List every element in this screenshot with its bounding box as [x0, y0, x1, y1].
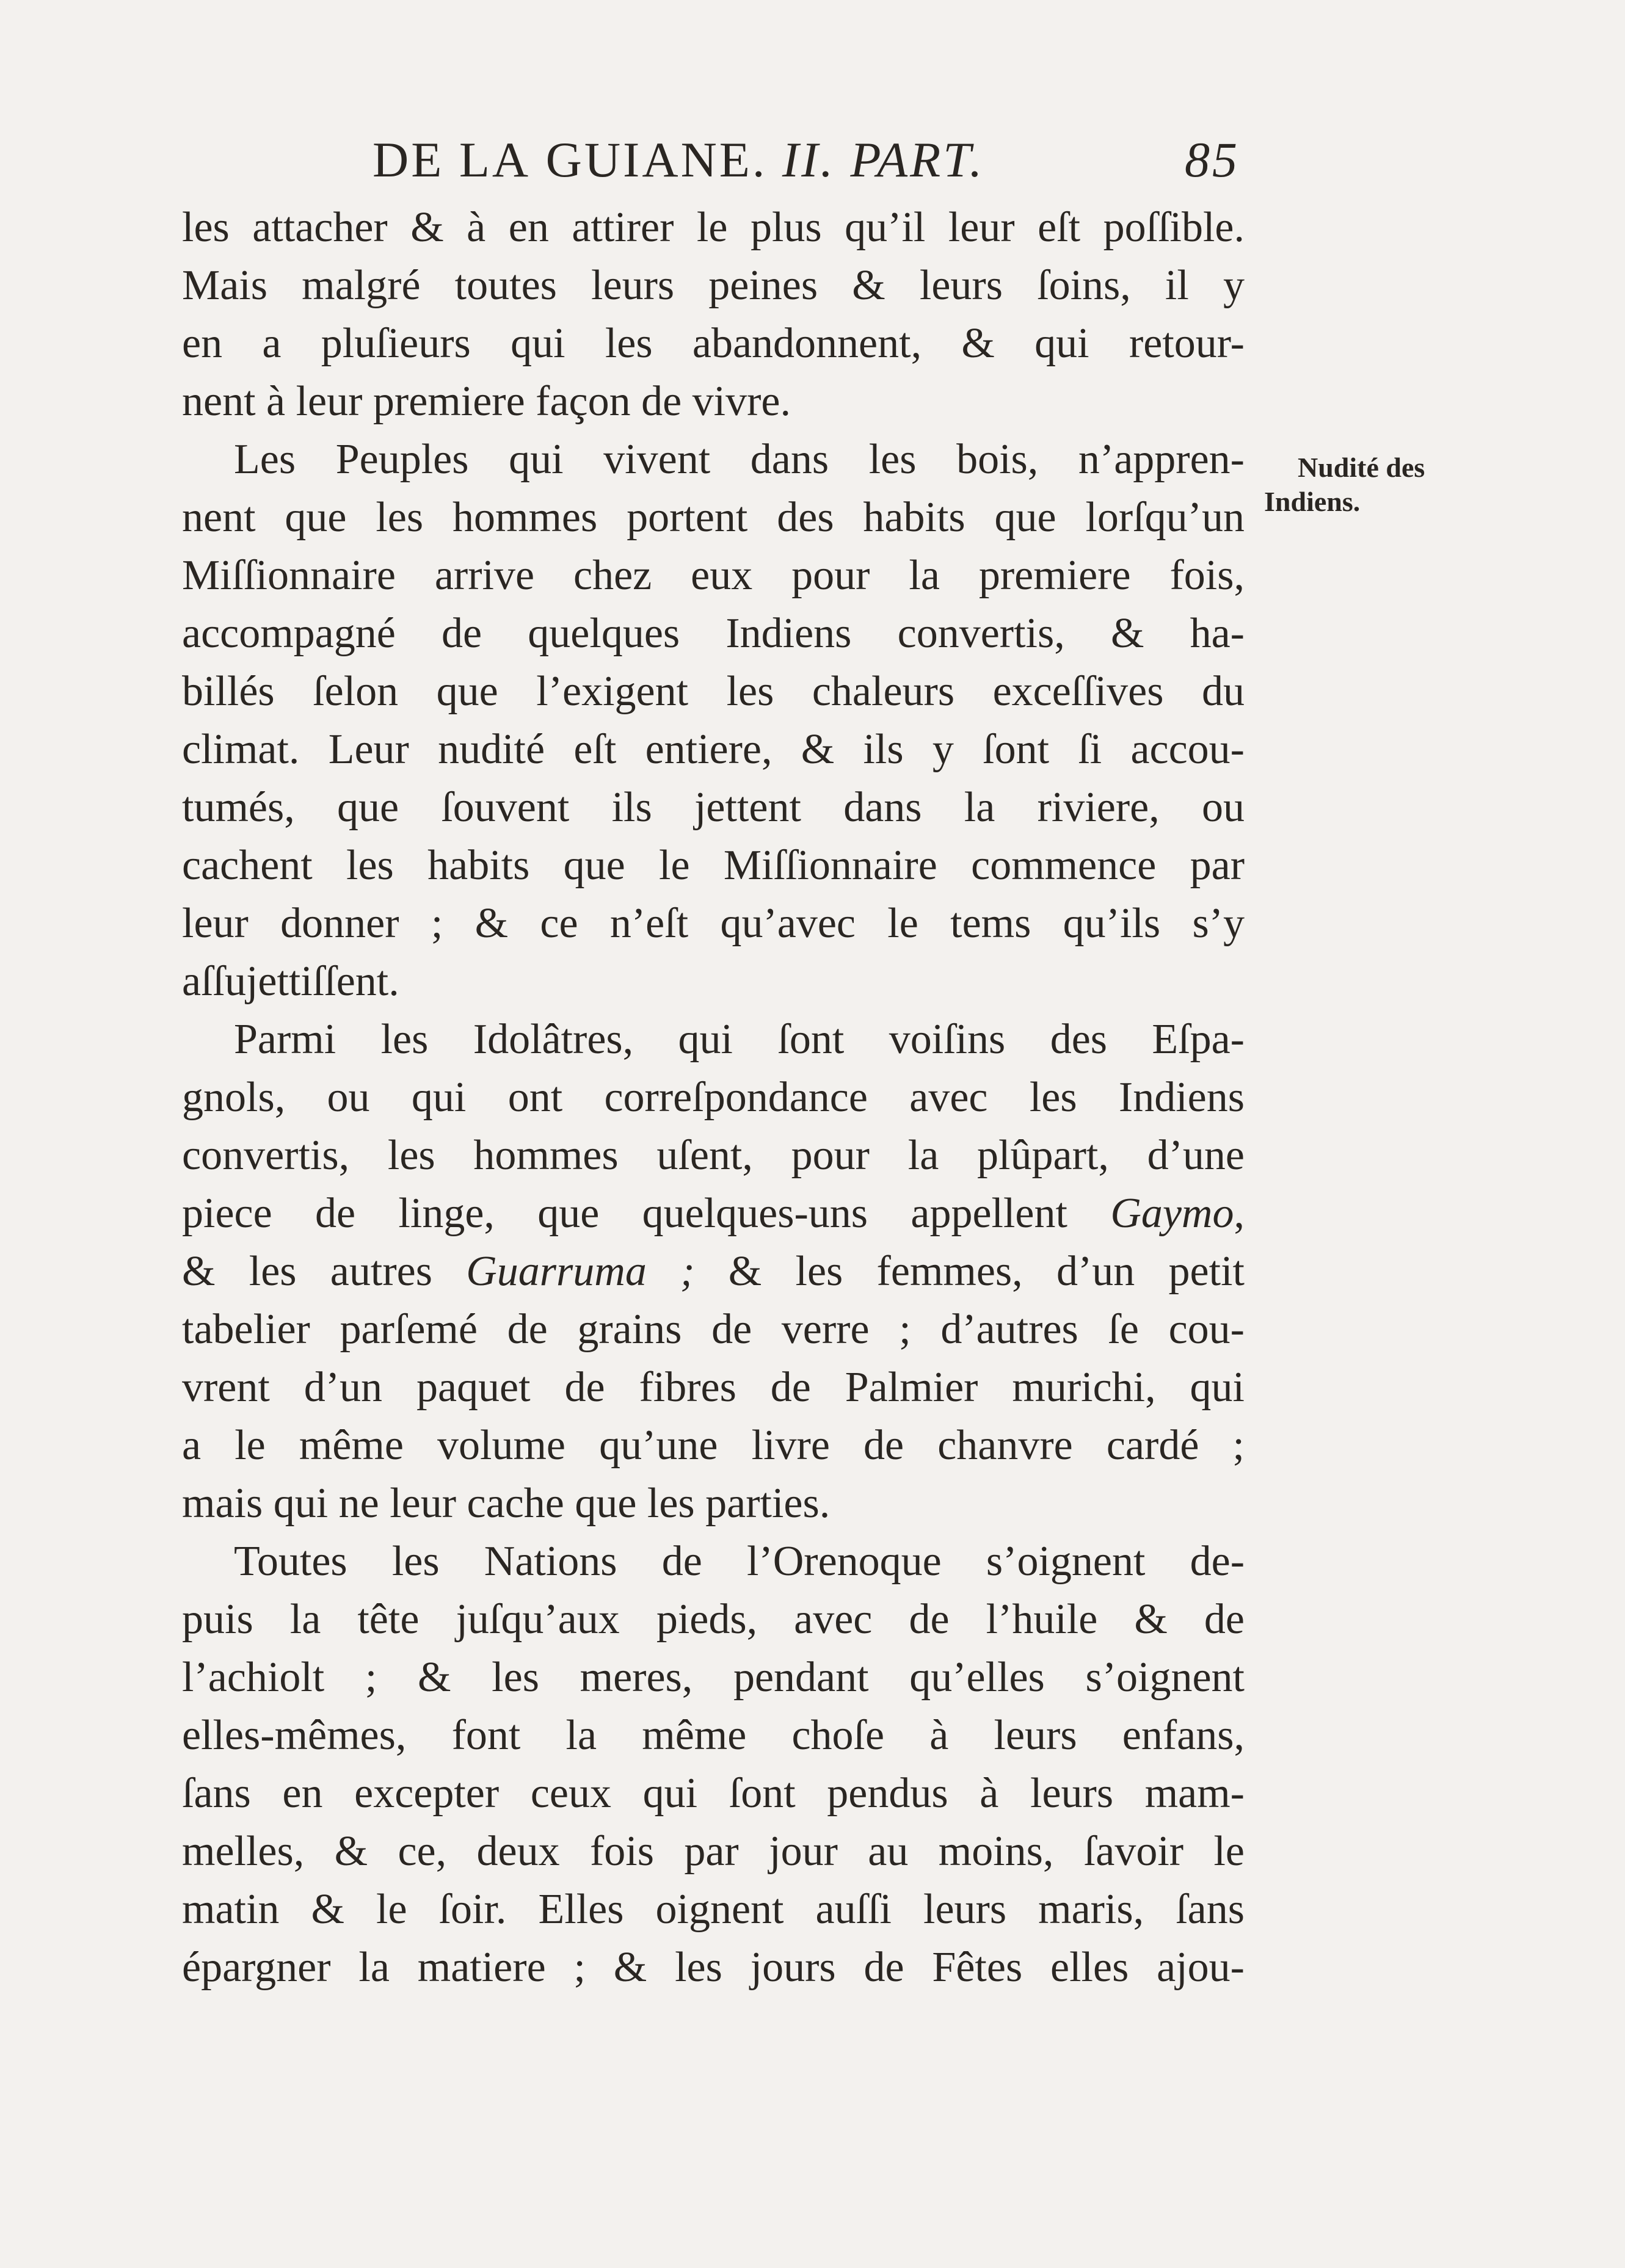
text-line-19-end: & les femmes, d’un petit	[694, 1248, 1245, 1295]
text-line-8: accompagné de quelques Indiens convertis, & ha-	[182, 610, 1245, 657]
header-word-la: LA	[459, 132, 531, 187]
text-line-21: vrent d’un paquet de fibres de Palmier murichi, qui	[182, 1364, 1245, 1411]
text-line-3: en a pluſieurs qui les abandonnent, & qui retour-	[182, 320, 1245, 367]
text-line-29: melles, & ce, deux fois par jour au moins, ſavoir le	[182, 1828, 1245, 1875]
text-line-18-end: ,	[1234, 1190, 1245, 1237]
text-line-13: leur donner ; & ce n’eſt qu’avec le tems qu’ils s’y	[182, 900, 1245, 947]
text-line-27: elles-mêmes, font la même choſe à leurs enfans,	[182, 1712, 1245, 1759]
term-guarruma: Guarruma ;	[466, 1248, 695, 1295]
header-word-guiane: GUIANE.	[545, 132, 768, 187]
margin-note	[1264, 451, 1466, 519]
margin-note-line-2: Indiens.	[1264, 486, 1361, 517]
page-number: 85	[1185, 132, 1240, 187]
text-line-6: nent que les hommes portent des habits que lorſqu’un	[182, 494, 1245, 541]
header-word-de: DE	[373, 132, 445, 187]
text-line-10: climat. Leur nudité eſt entiere, & ils y ſont ſi accou-	[182, 726, 1245, 773]
running-title	[373, 131, 984, 189]
text-line-19-start: & les autres	[182, 1248, 467, 1295]
text-line-14: aſſujettiſſent.	[182, 958, 399, 1005]
text-line-12: cachent les habits que le Miſſionnaire commence par	[182, 842, 1245, 889]
text-line-16: gnols, ou qui ont correſpondance avec les Indiens	[182, 1074, 1245, 1121]
text-line-20: tabelier parſemé de grains de verre ; d’autres ſe cou-	[182, 1306, 1245, 1353]
text-line-1: les attacher & à en attirer le plus qu’il leur eſt poſſible.	[182, 204, 1245, 251]
text-line-2: Mais malgré toutes leurs peines & leurs ſoins, il y	[182, 262, 1245, 309]
running-header	[373, 131, 1240, 192]
text-line-22: a le même volume qu’une livre de chanvre cardé ;	[182, 1422, 1245, 1469]
margin-note-line-1: Nudité des	[1298, 452, 1425, 483]
text-line-30: matin & le ſoir. Elles oignent auſſi leurs maris, ſans	[182, 1886, 1245, 1933]
text-line-25: puis la tête juſqu’aux pieds, avec de l’huile & de	[182, 1596, 1245, 1643]
text-line-19	[182, 1242, 1245, 1300]
text-line-9: billés ſelon que l’exigent les chaleurs exceſſives du	[182, 668, 1245, 715]
text-line-15: Parmi les Idolâtres, qui ſont voiſins des Eſpa-	[234, 1016, 1245, 1063]
text-line-7: Miſſionnaire arrive chez eux pour la premiere fois,	[182, 552, 1245, 599]
text-line-31: épargner la matiere ; & les jours de Fêtes elles ajou-	[182, 1944, 1245, 1991]
text-line-17: convertis, les hommes uſent, pour la plûpart, d’une	[182, 1132, 1245, 1179]
text-line-18-start: piece de linge, que quelques-uns appellent	[182, 1190, 1111, 1237]
text-line-24: Toutes les Nations de l’Orenoque s’oignent de-	[234, 1538, 1245, 1585]
text-line-23: mais qui ne leur cache que les parties.	[182, 1480, 831, 1527]
text-line-5: Les Peuples qui vivent dans les bois, n’appren-	[234, 436, 1245, 483]
text-line-28: ſans en excepter ceux qui ſont pendus à leurs mam-	[182, 1770, 1245, 1817]
text-line-18	[182, 1184, 1245, 1242]
text-line-4: nent à leur premiere façon de vivre.	[182, 378, 791, 425]
term-gaymo: Gaymo	[1110, 1190, 1234, 1237]
text-line-26: l’achiolt ; & les meres, pendant qu’elles s’oignent	[182, 1654, 1245, 1701]
text-line-11: tumés, que ſouvent ils jettent dans la riviere, ou	[182, 784, 1245, 831]
header-part: II. PART.	[782, 132, 985, 187]
